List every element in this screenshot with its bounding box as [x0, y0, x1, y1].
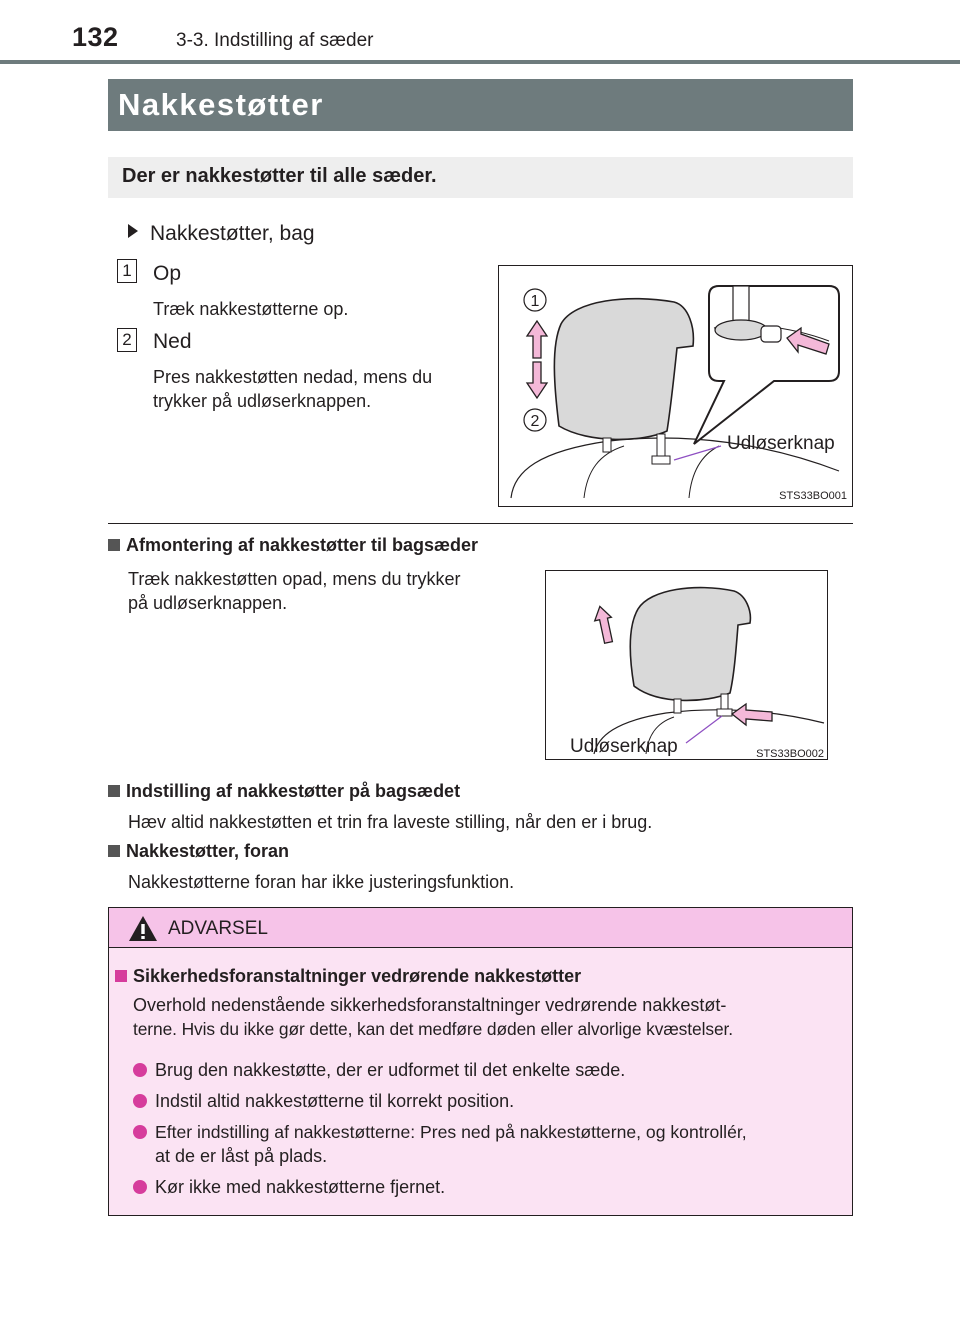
- page-title: Nakkestøtter: [118, 87, 324, 122]
- removal-text: Træk nakkestøtten opad, mens du trykker på udløserknappen.: [128, 569, 461, 613]
- warning-body: [109, 948, 852, 1215]
- square-bullet-icon: [108, 845, 120, 857]
- square-bullet-icon: [108, 539, 120, 551]
- item-text-up: Træk nakkestøtterne op.: [153, 299, 349, 319]
- release-button-label: Udløserknap: [727, 433, 835, 454]
- figure-code: STS33BO001: [779, 490, 847, 502]
- item-number-1: 1: [117, 259, 137, 283]
- adjust-rear-text: Hæv altid nakkestøtten et trin fra laveste stilling, når den er i brug.: [128, 812, 653, 832]
- item-number-2: 2: [117, 328, 137, 352]
- warning-box: [108, 907, 853, 1216]
- item-label-down: Ned: [153, 330, 192, 353]
- square-bullet-icon: [108, 785, 120, 797]
- summary-bar: [108, 157, 853, 198]
- warning-bullet-3: Efter indstilling af nakkestøtterne: Pres ned på nakkestøtterne, og kontrollér, at de er låst på plads.: [133, 1120, 849, 1168]
- headrest-figure-rear: [498, 265, 853, 507]
- warning-bullet-1: Brug den nakkestøtte, der er udformet til det enkelte sæde.: [133, 1058, 849, 1082]
- section-divider: [108, 523, 853, 524]
- bullet-dot-icon: [133, 1063, 147, 1077]
- bullet-dot-icon: [133, 1125, 147, 1139]
- square-bullet-icon: [115, 970, 127, 982]
- callout-1: 1: [530, 293, 540, 310]
- rear-heading: [128, 222, 315, 246]
- front-text: Nakkestøtterne foran har ikke justeringsfunktion.: [128, 872, 515, 892]
- removal-heading: Afmontering af nakkestøtter til bagsæder: [108, 535, 478, 556]
- item-text-down: Pres nakkestøtten nedad, mens du trykker på udløserknappen.: [153, 367, 433, 411]
- warning-heading: Sikkerhedsforanstaltninger vedrørende nakkestøtter: [115, 966, 581, 987]
- headrest-figure-removal: [545, 570, 828, 760]
- warning-paragraph: Overhold nedenstående sikkerhedsforanstaltninger vedrørende nakkestøt- terne. Hvis du ikke gør dette, kan det medføre døden eller alvorlige kvæstelser.: [133, 995, 733, 1039]
- warning-bullet-4: Kør ikke med nakkestøtterne fjernet.: [133, 1175, 849, 1199]
- bullet-dot-icon: [133, 1094, 147, 1108]
- front-heading: Nakkestøtter, foran: [108, 841, 289, 862]
- summary-text: Der er nakkestøtter til alle sæder.: [122, 165, 437, 187]
- figure-code-2: STS33BO002: [756, 748, 824, 759]
- adjust-rear-heading: Indstilling af nakkestøtter på bagsædet: [108, 781, 460, 802]
- bullet-dot-icon: [133, 1180, 147, 1194]
- warning-header: [109, 908, 852, 948]
- callout-2: 2: [530, 413, 540, 430]
- warning-triangle-icon: [128, 915, 158, 942]
- warning-label: ADVARSEL: [168, 918, 268, 939]
- rear-heading-text: Nakkestøtter, bag: [150, 222, 315, 245]
- title-bar: [108, 79, 853, 131]
- section-reference: 3-3. Indstilling af sæder: [176, 30, 374, 51]
- page-number: 132: [72, 22, 119, 52]
- triangle-right-icon: [128, 224, 138, 238]
- item-label-up: Op: [153, 262, 182, 285]
- header-rule: [0, 60, 960, 64]
- release-button-label-2: Udløserknap: [570, 736, 678, 757]
- warning-bullet-2: Indstil altid nakkestøtterne til korrekt position.: [133, 1089, 849, 1113]
